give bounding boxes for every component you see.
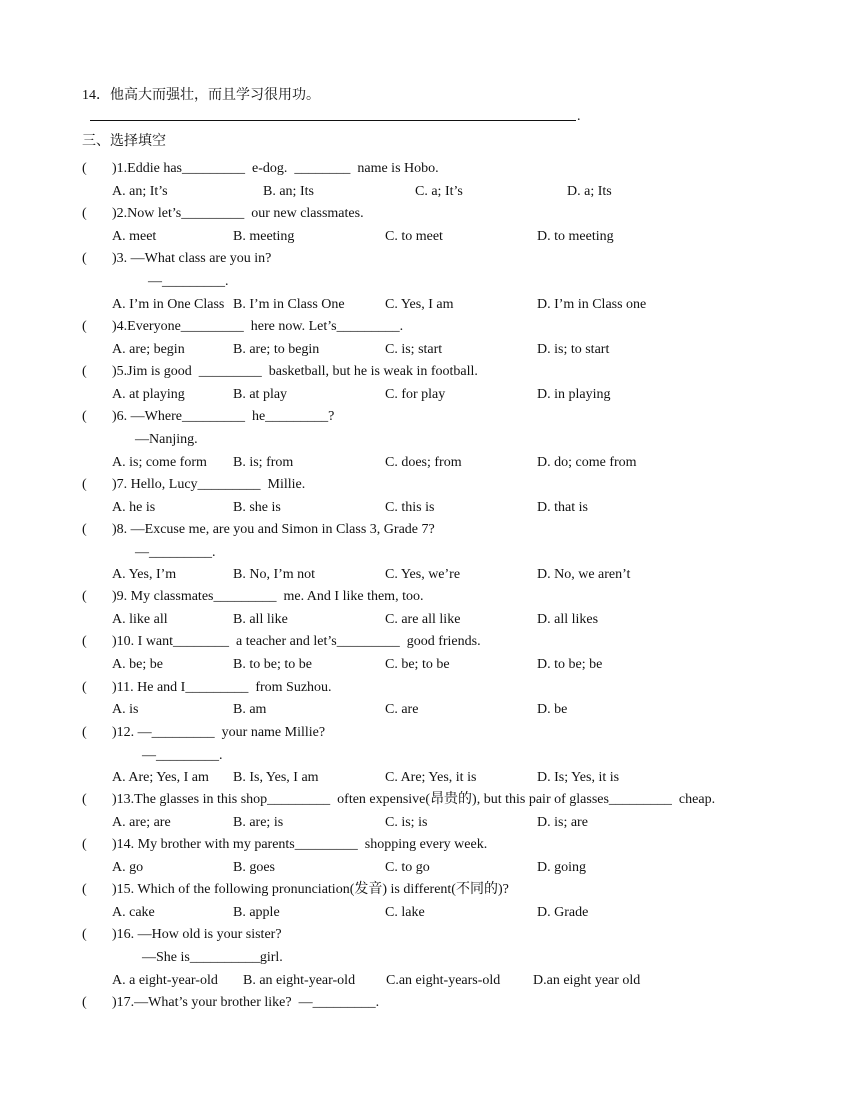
option-d[interactable]: D. to meeting	[537, 229, 614, 244]
option-c[interactable]: C. this is	[385, 500, 435, 515]
answer-paren: (	[82, 634, 87, 649]
option-b[interactable]: B. meeting	[233, 229, 295, 244]
option-c[interactable]: C. Yes, we’re	[385, 567, 461, 582]
question-stem: )6. —Where_________ he_________?	[112, 409, 335, 424]
option-d[interactable]: D. I’m in Class one	[537, 297, 647, 312]
answer-paren: (	[82, 477, 87, 492]
option-d[interactable]: D. is; to start	[537, 342, 610, 357]
answer-paren: (	[82, 882, 87, 897]
answer-paren: (	[82, 522, 87, 537]
option-c[interactable]: C. lake	[385, 905, 425, 920]
option-c[interactable]: C. Yes, I am	[385, 297, 454, 312]
option-a[interactable]: A. I’m in One Class	[112, 297, 225, 312]
option-c[interactable]: C. be; to be	[385, 657, 450, 672]
option-a[interactable]: A. Are; Yes, I am	[112, 770, 209, 785]
option-d[interactable]: D. that is	[537, 500, 588, 515]
option-d[interactable]: D. Is; Yes, it is	[537, 770, 620, 785]
option-b[interactable]: B. all like	[233, 612, 288, 627]
answer-paren: (	[82, 792, 87, 807]
option-c[interactable]: C. are	[385, 702, 419, 717]
option-c[interactable]: C. for play	[385, 387, 446, 402]
option-a[interactable]: A. like all	[112, 612, 168, 627]
option-a[interactable]: A. cake	[112, 905, 155, 920]
option-b[interactable]: B. No, I’m not	[233, 567, 316, 582]
question-stem: )14. My brother with my parents_________ shopping every week.	[112, 837, 488, 852]
option-c[interactable]: C. does; from	[385, 455, 462, 470]
answer-paren: (	[82, 319, 87, 334]
option-d[interactable]: D. be	[537, 702, 568, 717]
question-stem: )10. I want________ a teacher and let’s_________ good friends.	[112, 634, 481, 649]
question-stem: )12. —_________ your name Millie?	[112, 725, 326, 740]
option-d[interactable]: D. is; are	[537, 815, 588, 830]
option-a[interactable]: A. is	[112, 702, 139, 717]
question-reply-line: —Nanjing.	[135, 432, 198, 447]
option-b[interactable]: B. she is	[233, 500, 281, 515]
question-stem: )9. My classmates_________ me. And I like them, too.	[112, 589, 424, 604]
option-d[interactable]: D. all likes	[537, 612, 599, 627]
option-d[interactable]: D. going	[537, 860, 586, 875]
option-b[interactable]: B. I’m in Class One	[233, 297, 345, 312]
answer-paren: (	[82, 206, 87, 221]
question-stem: )15. Which of the following pronunciation(发音) is different(不同的)?	[112, 882, 509, 897]
question-reply-line: —_________.	[135, 545, 216, 560]
option-d[interactable]: D. in playing	[537, 387, 611, 402]
option-d[interactable]: D.an eight year old	[533, 973, 641, 988]
option-b[interactable]: B. is; from	[233, 455, 294, 470]
option-c[interactable]: C. is; is	[385, 815, 428, 830]
option-b[interactable]: B. am	[233, 702, 267, 717]
option-c[interactable]: C. are all like	[385, 612, 461, 627]
question-reply-line: —_________.	[148, 274, 229, 289]
option-d[interactable]: D. a; Its	[567, 184, 612, 199]
option-b[interactable]: B. an eight-year-old	[243, 973, 356, 988]
item-14-prompt: 14．他高大而强壮，而且学习很用功。	[82, 88, 320, 103]
section-title: 三、选择填空	[82, 134, 166, 149]
option-b[interactable]: B. to be; to be	[233, 657, 312, 672]
option-c[interactable]: C.an eight-years-old	[386, 973, 501, 988]
answer-paren: (	[82, 409, 87, 424]
option-d[interactable]: D. No, we aren’t	[537, 567, 631, 582]
question-stem: )3. —What class are you in?	[112, 251, 272, 266]
option-a[interactable]: A. be; be	[112, 657, 163, 672]
question-stem: )2.Now let’s_________ our new classmates.	[112, 206, 364, 221]
answer-line	[90, 120, 576, 121]
option-c[interactable]: C. is; start	[385, 342, 443, 357]
option-c[interactable]: C. a; It’s	[415, 184, 463, 199]
option-d[interactable]: D. do; come from	[537, 455, 637, 470]
option-a[interactable]: A. are; begin	[112, 342, 185, 357]
answer-paren: (	[82, 927, 87, 942]
option-b[interactable]: B. apple	[233, 905, 280, 920]
option-b[interactable]: B. are; to begin	[233, 342, 320, 357]
option-b[interactable]: B. Is, Yes, I am	[233, 770, 319, 785]
answer-paren: (	[82, 995, 87, 1010]
option-c[interactable]: C. to meet	[385, 229, 443, 244]
option-b[interactable]: B. goes	[233, 860, 275, 875]
question-stem: )11. He and I_________ from Suzhou.	[112, 680, 332, 695]
question-stem: )1.Eddie has_________ e-dog. ________ name is Hobo.	[112, 161, 439, 176]
option-a[interactable]: A. is; come form	[112, 455, 207, 470]
question-stem: )5.Jim is good _________ basketball, but he is weak in football.	[112, 364, 478, 379]
option-c[interactable]: C. to go	[385, 860, 430, 875]
option-a[interactable]: A. go	[112, 860, 144, 875]
question-stem: )17.—What’s your brother like? —_________.	[112, 995, 380, 1010]
option-a[interactable]: A. an; It’s	[112, 184, 168, 199]
option-d[interactable]: D. to be; be	[537, 657, 603, 672]
question-stem: )4.Everyone_________ here now. Let’s_________.	[112, 319, 404, 334]
answer-line-period: .	[577, 109, 581, 124]
option-a[interactable]: A. a eight-year-old	[112, 973, 218, 988]
option-c[interactable]: C. Are; Yes, it is	[385, 770, 477, 785]
option-b[interactable]: B. an; Its	[263, 184, 314, 199]
question-reply-line: —She is__________girl.	[142, 950, 283, 965]
question-stem: )13.The glasses in this shop_________ often expensive(昂贵的), but this pair of glasses_________ cheap.	[112, 792, 716, 807]
option-a[interactable]: A. he is	[112, 500, 156, 515]
question-stem: )16. —How old is your sister?	[112, 927, 282, 942]
answer-paren: (	[82, 680, 87, 695]
option-d[interactable]: D. Grade	[537, 905, 589, 920]
option-b[interactable]: B. are; is	[233, 815, 284, 830]
question-reply-line: —_________.	[142, 748, 223, 763]
option-a[interactable]: A. at playing	[112, 387, 185, 402]
answer-paren: (	[82, 161, 87, 176]
question-stem: )7. Hello, Lucy_________ Millie.	[112, 477, 306, 492]
option-a[interactable]: A. are; are	[112, 815, 171, 830]
option-b[interactable]: B. at play	[233, 387, 288, 402]
answer-paren: (	[82, 251, 87, 266]
answer-paren: (	[82, 589, 87, 604]
answer-paren: (	[82, 837, 87, 852]
answer-paren: (	[82, 725, 87, 740]
question-stem: )8. —Excuse me, are you and Simon in Class 3, Grade 7?	[112, 522, 435, 537]
answer-paren: (	[82, 364, 87, 379]
option-a[interactable]: A. meet	[112, 229, 157, 244]
option-a[interactable]: A. Yes, I’m	[112, 567, 177, 582]
